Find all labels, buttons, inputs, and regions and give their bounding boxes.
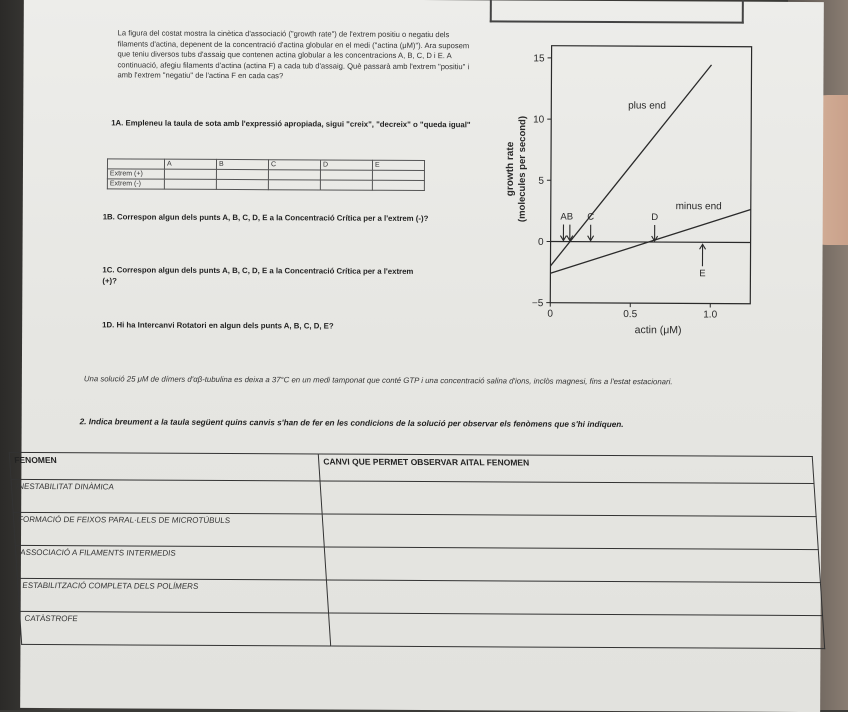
y-tick-label: 15	[533, 53, 545, 64]
col-header-b: B	[216, 159, 268, 169]
phenomenon-label: ESTABILITZACIÓ COMPLETA DELS POLÍMERS	[17, 578, 328, 613]
y-tick-label: 10	[533, 115, 545, 126]
answer-cell[interactable]	[268, 170, 320, 180]
question-1a: 1A. Empleneu la taula de sota amb l'expressió apropiada, sigui "creix", "decreix" o "queda igual"	[111, 118, 471, 130]
x-tick-label: 0	[547, 309, 553, 320]
answer-box-top	[490, 0, 744, 24]
y-axis-label-units: (molecules per second)	[517, 116, 529, 222]
answer-cell[interactable]	[322, 514, 818, 550]
growth-rate-chart	[472, 40, 764, 342]
table-row	[13, 512, 818, 549]
answer-table-1a	[107, 158, 425, 191]
x-tick-label: 0.5	[623, 309, 637, 320]
question-2: 2. Indica breument a la taula següent quins canvis s'han de fer en les condicions de la solució per observar els fenòmens que s'hi indiquen.	[80, 416, 780, 431]
col-header-canvi: CANVI QUE PERMET OBSERVAR AITAL FENOMEN	[318, 454, 814, 484]
point-label-e: E	[699, 268, 705, 279]
y-tick-label: 0	[538, 237, 544, 248]
table-header-row	[9, 452, 814, 483]
x-axis-label: actin (μM)	[635, 324, 682, 336]
question-1b: 1B. Correspon algun dels punts A, B, C, D, E a la Concentració Crítica per a l'extrem (-)?	[103, 212, 433, 224]
question-1d: 1D. Hi ha Intercanvi Rotatori en algun dels punts A, B, C, D, E?	[102, 320, 442, 332]
answer-cell[interactable]	[216, 169, 268, 179]
answer-cell[interactable]	[164, 179, 216, 189]
question-1c: 1C. Correspon algun dels punts A, B, C, D, E a la Concentració Crítica per a l'extrem (+)?	[102, 265, 422, 288]
answer-cell[interactable]	[324, 547, 820, 583]
table-row	[17, 578, 822, 615]
intro-paragraph: La figura del costat mostra la cinètica d'associació ("growth rate") de l'extrem positiu o negatiu dels filaments d'actina, depenent de la concentració d'actina globular en el medi ("actina (μM)"). Ara suposem que teniu diversos tubs d'assaig que contenen actina globular a les concentracions A, B, C, D i E. A continuació, afegiu filaments d'actina (actina F) a cada tub d'assaig. Què passarà amb l'extrem "positiu" i amb l'extrem "negatiu" de l'actina F en cada cas?	[117, 28, 472, 83]
col-header-a: A	[164, 159, 216, 169]
phenomenon-label: CATÀSTROFE	[20, 611, 331, 646]
answer-cell[interactable]	[164, 169, 216, 179]
answer-cell[interactable]	[326, 580, 822, 616]
phenomena-table	[9, 452, 825, 649]
series-label-plus-end: plus end	[628, 100, 666, 111]
y-tick-label: 5	[538, 176, 544, 187]
col-header-fenomen: FENOMEN	[9, 452, 320, 481]
answer-cell[interactable]	[372, 180, 424, 190]
table-row	[107, 179, 424, 191]
plus-end-line	[550, 64, 711, 267]
answer-cell[interactable]	[320, 180, 372, 190]
series-label-minus-end: minus end	[676, 201, 722, 212]
point-label-b: B	[567, 212, 573, 223]
row-label-minus: Extrem (-)	[107, 179, 164, 189]
y-tick-label: −5	[532, 298, 544, 309]
phenomenon-label: INESTABILITAT DINÀMICA	[11, 479, 322, 514]
point-label-a: A	[560, 212, 567, 223]
y-axis-label: growth rate	[505, 141, 516, 196]
answer-cell[interactable]	[372, 170, 424, 180]
row-label-plus: Extrem (+)	[107, 169, 164, 179]
answer-cell[interactable]	[216, 179, 268, 189]
phenomenon-label: FORMACIÓ DE FEIXOS PARAL·LELS DE MICROTÚBULS	[13, 512, 324, 547]
col-header-d: D	[320, 160, 372, 170]
table-row	[20, 611, 825, 648]
x-tick-label: 1.0	[703, 309, 717, 320]
answer-cell[interactable]	[320, 481, 816, 517]
answer-cell[interactable]	[268, 180, 320, 190]
answer-cell[interactable]	[320, 170, 372, 180]
table-row	[15, 545, 820, 582]
solution-paragraph: Una solució 25 μM de dímers d'αβ-tubulina es deixa a 37°C en un medi tamponat que conté GTP i una concentració salina d'ions, inclòs magnesi, fins a l'estat estacionari.	[84, 373, 784, 388]
answer-cell[interactable]	[329, 613, 825, 649]
col-header-e: E	[372, 160, 424, 170]
worksheet-page	[20, 0, 824, 712]
point-label-c: C	[587, 212, 594, 223]
table-row	[11, 479, 816, 516]
point-label-d: D	[651, 212, 658, 223]
phenomenon-label: ASSOCIACIÓ A FILAMENTS INTERMEDIS	[15, 545, 326, 580]
plot-frame	[550, 46, 751, 304]
col-header-c: C	[268, 160, 320, 170]
